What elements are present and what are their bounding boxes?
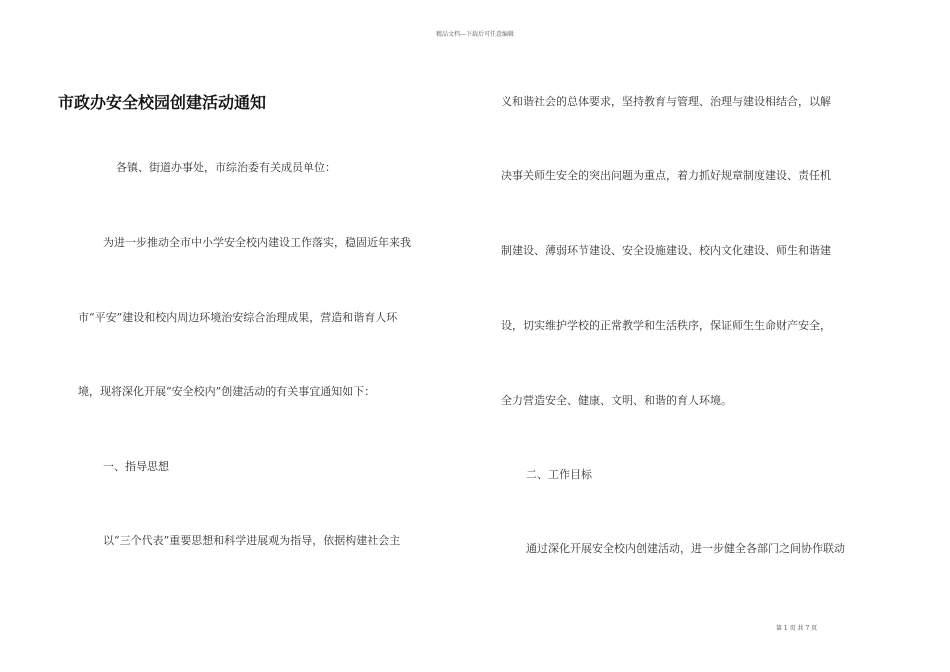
body-text-line: 义和谐社会的总体要求，坚持教育与管理、治理与建设相结合，以解 xyxy=(501,95,831,108)
body-text-line: 市“平安”建设和校内周边环境治安综合治理成果，营造和谐育人环 xyxy=(78,311,398,324)
body-text-line: 全力营造安全、健康、文明、和谐的育人环境。 xyxy=(501,394,732,407)
body-text-line: 决事关师生安全的突出问题为重点，着力抓好规章制度建设、责任机 xyxy=(501,169,831,182)
salutation-line: 各镇、街道办事处，市综治委有关成员单位： xyxy=(116,161,336,174)
page-number: 第 1 页 共 7 页 xyxy=(776,625,818,632)
body-text-line: 设，切实维护学校的正常教学和生活秩序，保证师生生命财产安全， xyxy=(501,319,831,332)
header-note: 精品文档---下载后可任意编辑 xyxy=(435,31,515,38)
body-text-line: 制建设、薄弱环节建设、安全设施建设、校内文化建设、师生和谐建 xyxy=(501,244,831,257)
body-text-line: 通过深化开展安全校内创建活动，进一步健全各部门之间协作联动 xyxy=(526,542,845,555)
body-text-line: 以“三个代表”重要思想和科学进展观为指导，依据构建社会主 xyxy=(103,534,401,547)
body-text-line: 境，现将深化开展“安全校内”创建活动的有关事宜通知如下： xyxy=(78,385,376,398)
body-text-line: 为进一步推动全市中小学安全校内建设工作落实，稳固近年来我 xyxy=(103,236,411,249)
section-heading: 二、工作目标 xyxy=(526,468,592,481)
section-heading: 一、指导思想 xyxy=(103,460,169,473)
page-title: 市政办安全校园创建活动通知 xyxy=(58,93,267,112)
